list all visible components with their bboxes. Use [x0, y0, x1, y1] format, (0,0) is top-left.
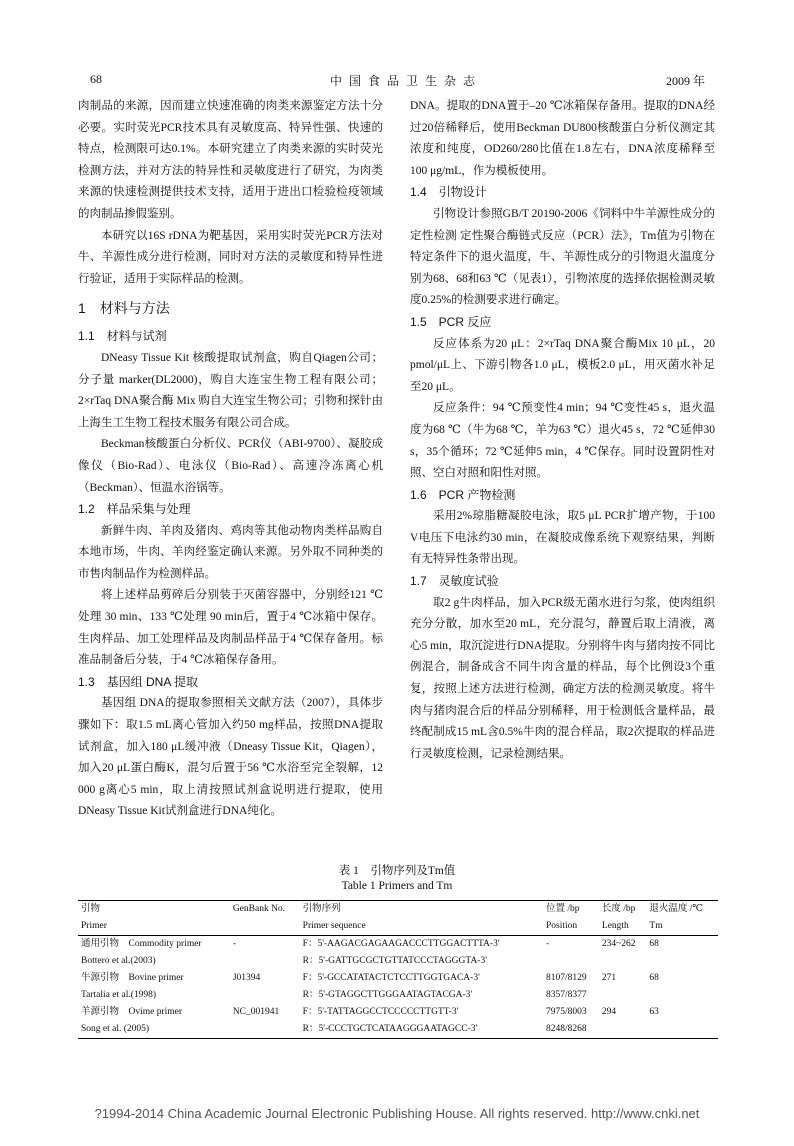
- table-cell: [646, 953, 718, 970]
- table-cell: [599, 987, 647, 1004]
- table-cell: 8107/8129: [545, 973, 587, 983]
- page-number: 68: [90, 72, 102, 86]
- table-cell: R：5'-GTAGGCTTGGGAATAGTACGA-3': [302, 990, 473, 1000]
- table-cell: 294: [601, 1007, 617, 1017]
- table-row: [78, 953, 718, 970]
- section-heading: 1 材料与方法: [78, 300, 170, 317]
- paragraph: 基因组 DNA的提取参照相关文献方法（2007），具体步骤如下：取1.5 mL离心管加入约50 mg样品，按照DNA提取试剂盒，加入180 μL缓冲液（Dneasy Tissue Kit，Qiagen），加入20 μL蛋白酶K，混匀后置于56 ℃水浴至完全裂解，12 000 g离心5 min，取上清按照试剂盒说明进行提取，使用DNeasy Tissue Kit试剂盒进行DNA纯化。: [78, 697, 383, 818]
- paragraph: 新鲜牛肉、羊肉及猪肉、鸡肉等其他动物肉类样品购自本地市场，牛肉、羊肉经鉴定确认来源。另外取不同种类的市售肉制品作为检测样品。: [78, 524, 383, 580]
- table-cell: [543, 953, 599, 970]
- header-primer-cn: 引物: [81, 904, 101, 914]
- table-row: [78, 1004, 718, 1021]
- copyright-footer: ?1994-2014 China Academic Journal Electronic Publishing House. All rights reserved. http://www.cnki.net: [94, 1106, 700, 1121]
- section-heading: 1.4 引物设计: [410, 185, 487, 200]
- table-cell: R：5'-GATTGCGCTGTTATCCCTAGGGTA-3': [302, 956, 487, 966]
- header-position-cn: 位置 /bp: [545, 904, 580, 914]
- header-genbank-en: [230, 918, 300, 936]
- table-cell: 68: [649, 973, 659, 983]
- table-cell: 63: [649, 1007, 659, 1017]
- table-cell: 8357/8377: [545, 990, 587, 1000]
- paragraph: 肉制品的来源，因而建立快速准确的肉类来源鉴定方法十分必要。实时荧光PCR技术具有灵敏度高、特异性强、快速的特点，检测限可达0.1%。本研究建立了肉类来源的实时荧光检测方法，并对方法的特异性和灵敏度进行了研究，为肉类来源的快速检测提供技术支持，适用于进出口检验检疫领域的肉制品掺假鉴别。: [78, 100, 383, 220]
- table-body: [78, 936, 718, 1039]
- table-cell: 通用引物 Commodity primer: [81, 939, 202, 949]
- table-cell: [230, 953, 300, 970]
- table-cell: -: [232, 939, 236, 949]
- table-cell: 牛源引物 Bovine primer: [81, 973, 184, 983]
- header-primer-en: Primer: [81, 921, 107, 931]
- publication-year: 2009 年: [666, 74, 706, 88]
- table-row: [78, 970, 718, 987]
- table-cell: F：5'-TATTAGGCCTCCCCCTTGTT-3': [302, 1007, 459, 1017]
- table-cell: 羊源引物 Ovime primer: [81, 1007, 183, 1017]
- header-length-cn: 长度 /bp: [601, 904, 636, 914]
- section-heading: 1.3 基因组 DNA 提取: [78, 674, 199, 689]
- left-column: [78, 96, 383, 823]
- table-cell: 8248/8268: [545, 1024, 587, 1034]
- table-row: [78, 987, 718, 1004]
- header-genbank: GenBank No.: [232, 904, 286, 914]
- section-heading: 1.6 PCR 产物检测: [410, 487, 516, 502]
- header-sequence-cn: 引物序列: [302, 904, 341, 914]
- table-cell: [646, 987, 718, 1004]
- section-heading: 1.2 样品采集与处理: [78, 502, 191, 517]
- table-row: [78, 1021, 718, 1039]
- table-header-row-en: [78, 918, 718, 936]
- header-length-en: Length: [601, 921, 629, 931]
- table-caption-cn: 表 1 引物序列及Tm值: [338, 865, 456, 877]
- header-tm-en: Tm: [649, 921, 663, 931]
- paragraph: 引物设计参照GB/T 20190-2006《饲料中牛羊源性成分的定性检测 定性聚合酶链式反应（PCR）法》，Tm值为引物在特定条件下的退火温度，牛、羊源性成分的引物退火温度分别为68、68和63 ℃（见表1），引物浓度的选择依据检测灵敏度0.25%的检测要求进行确定。: [410, 207, 715, 307]
- section-heading: 1.7 灵敏度试验: [410, 574, 499, 589]
- table-cell: [230, 1021, 300, 1039]
- right-column: [410, 96, 715, 765]
- paragraph: 采用2%琼脂糖凝胶电泳，取5 μL PCR扩增产物，于100 V电压下电泳约30 min，在凝胶成像系统下观察结果，判断有无特异性条带出现。: [410, 510, 715, 566]
- paragraph: DNA。提取的DNA置于–20 ℃冰箱保存备用。提取的DNA经过20倍稀释后，使用Beckman DU800核酸蛋白分析仪测定其浓度和纯度，OD260/280比值在1.8左右，DNA浓度稀释至100 μg/mL，作为模板使用。: [410, 100, 715, 177]
- paragraph: 本研究以16S rDNA为靶基因，采用实时荧光PCR方法对牛、羊源性成分进行检测，同时对方法的灵敏度和特异性进行验证，适用于实际样品的检测。: [78, 229, 383, 285]
- paragraph: 反应体系为20 μL：2×rTaq DNA聚合酶Mix 10 μL，20 pmol/μL上、下游引物各1.0 μL，模板2.0 μL，用灭菌水补足至20 μL。: [410, 337, 715, 393]
- table-cell: [230, 987, 300, 1004]
- table-caption-en: Table 1 Primers and Tm: [341, 880, 453, 892]
- table-cell: [646, 1021, 718, 1039]
- table-cell: [599, 1021, 647, 1039]
- section-heading: 1.5 PCR 反应: [410, 314, 492, 329]
- table-cell: 234~262: [601, 939, 636, 949]
- header-sequence-en: Primer sequence: [302, 921, 366, 931]
- paragraph: 取2 g牛肉样品，加入PCR级无菌水进行匀浆，使肉组织充分分散，加水至20 mL，充分混匀，静置后取上清液，离心5 min，取沉淀进行DNA提取。分别将牛肉与猪肉按不同比例混合，制备成含不同牛肉含量的样品，每个比例设3个重复，按照上述方法进行检测，确定方法的检测灵敏度。将牛肉与猪肉混合后的样品分别稀释，用于检测低含量样品，最终配制成15 mL含0.5%牛肉的混合样品，取2次提取的样品进行灵敏度检测，记录检测结果。: [410, 596, 715, 760]
- table-cell: J01394: [232, 973, 261, 983]
- paragraph: DNeasy Tissue Kit 核酸提取试剂盒，购自Qiagen公司；分子量 marker(DL2000)，购自大连宝生物工程有限公司；2×rTaq DNA聚合酶 Mix 购自大连宝生物公司；引物和探针由上海生工生物工程技术服务有限公司合成。: [78, 351, 383, 429]
- table-row: [78, 936, 718, 954]
- journal-title: 中 国 食 品 卫 生 杂 志: [330, 74, 478, 88]
- table-cell: [599, 953, 647, 970]
- header-position-en: Position: [545, 921, 578, 931]
- table-cell: 7975/8003: [545, 1007, 587, 1017]
- table-cell: F：5'-GCCATATACTCTCCTTGGTGACA-3': [302, 973, 480, 983]
- table-header-row-cn: [78, 901, 718, 919]
- table-cell: Tartalia et al.(1998): [81, 990, 157, 1000]
- table-cell: 68: [649, 939, 659, 949]
- section-heading: 1.1 材料与试剂: [78, 329, 167, 344]
- table-cell: 271: [601, 973, 617, 983]
- table-cell: Bottero et al.(2003): [81, 956, 156, 966]
- header-tm-cn: 退火温度 /℃: [649, 904, 704, 914]
- table-cell: F：5'-AAGACGAGAAGACCCTTGGACTTTA-3': [302, 939, 500, 949]
- paragraph: 将上述样品剪碎后分别装于灭菌容器中，分别经121 ℃处理 30 min、133 ℃处理 90 min后，置于4 ℃冰箱中保存。生肉样品、加工处理样品及肉制品样品于4 ℃保存备用。标准品制备后分装，于4 ℃冰箱保存备用。: [78, 589, 383, 667]
- table-cell: Song et al. (2005): [81, 1024, 150, 1034]
- table-cell: NC_001941: [232, 1007, 280, 1017]
- primers-table: [78, 900, 718, 1039]
- table-cell: -: [545, 939, 550, 949]
- paragraph: Beckman核酸蛋白分析仪、PCR仪（ABI-9700）、凝胶成像仪（Bio-Rad）、电泳仪（Bio-Rad）、高速冷冻离心机（Beckman）、恒温水浴锅等。: [78, 438, 383, 494]
- paragraph: 反应条件：94 ℃预变性4 min；94 ℃变性45 s，退火温度为68 ℃（牛为68 ℃，羊为63 ℃）退火45 s，72 ℃延伸30 s，35个循环；72 ℃延伸5 min，4 ℃保存。同时设置阴性对照、空白对照和阳性对照。: [410, 402, 715, 480]
- table-cell: R：5'-CCCTGCTCATAAGGGAATAGCC-3': [302, 1024, 478, 1034]
